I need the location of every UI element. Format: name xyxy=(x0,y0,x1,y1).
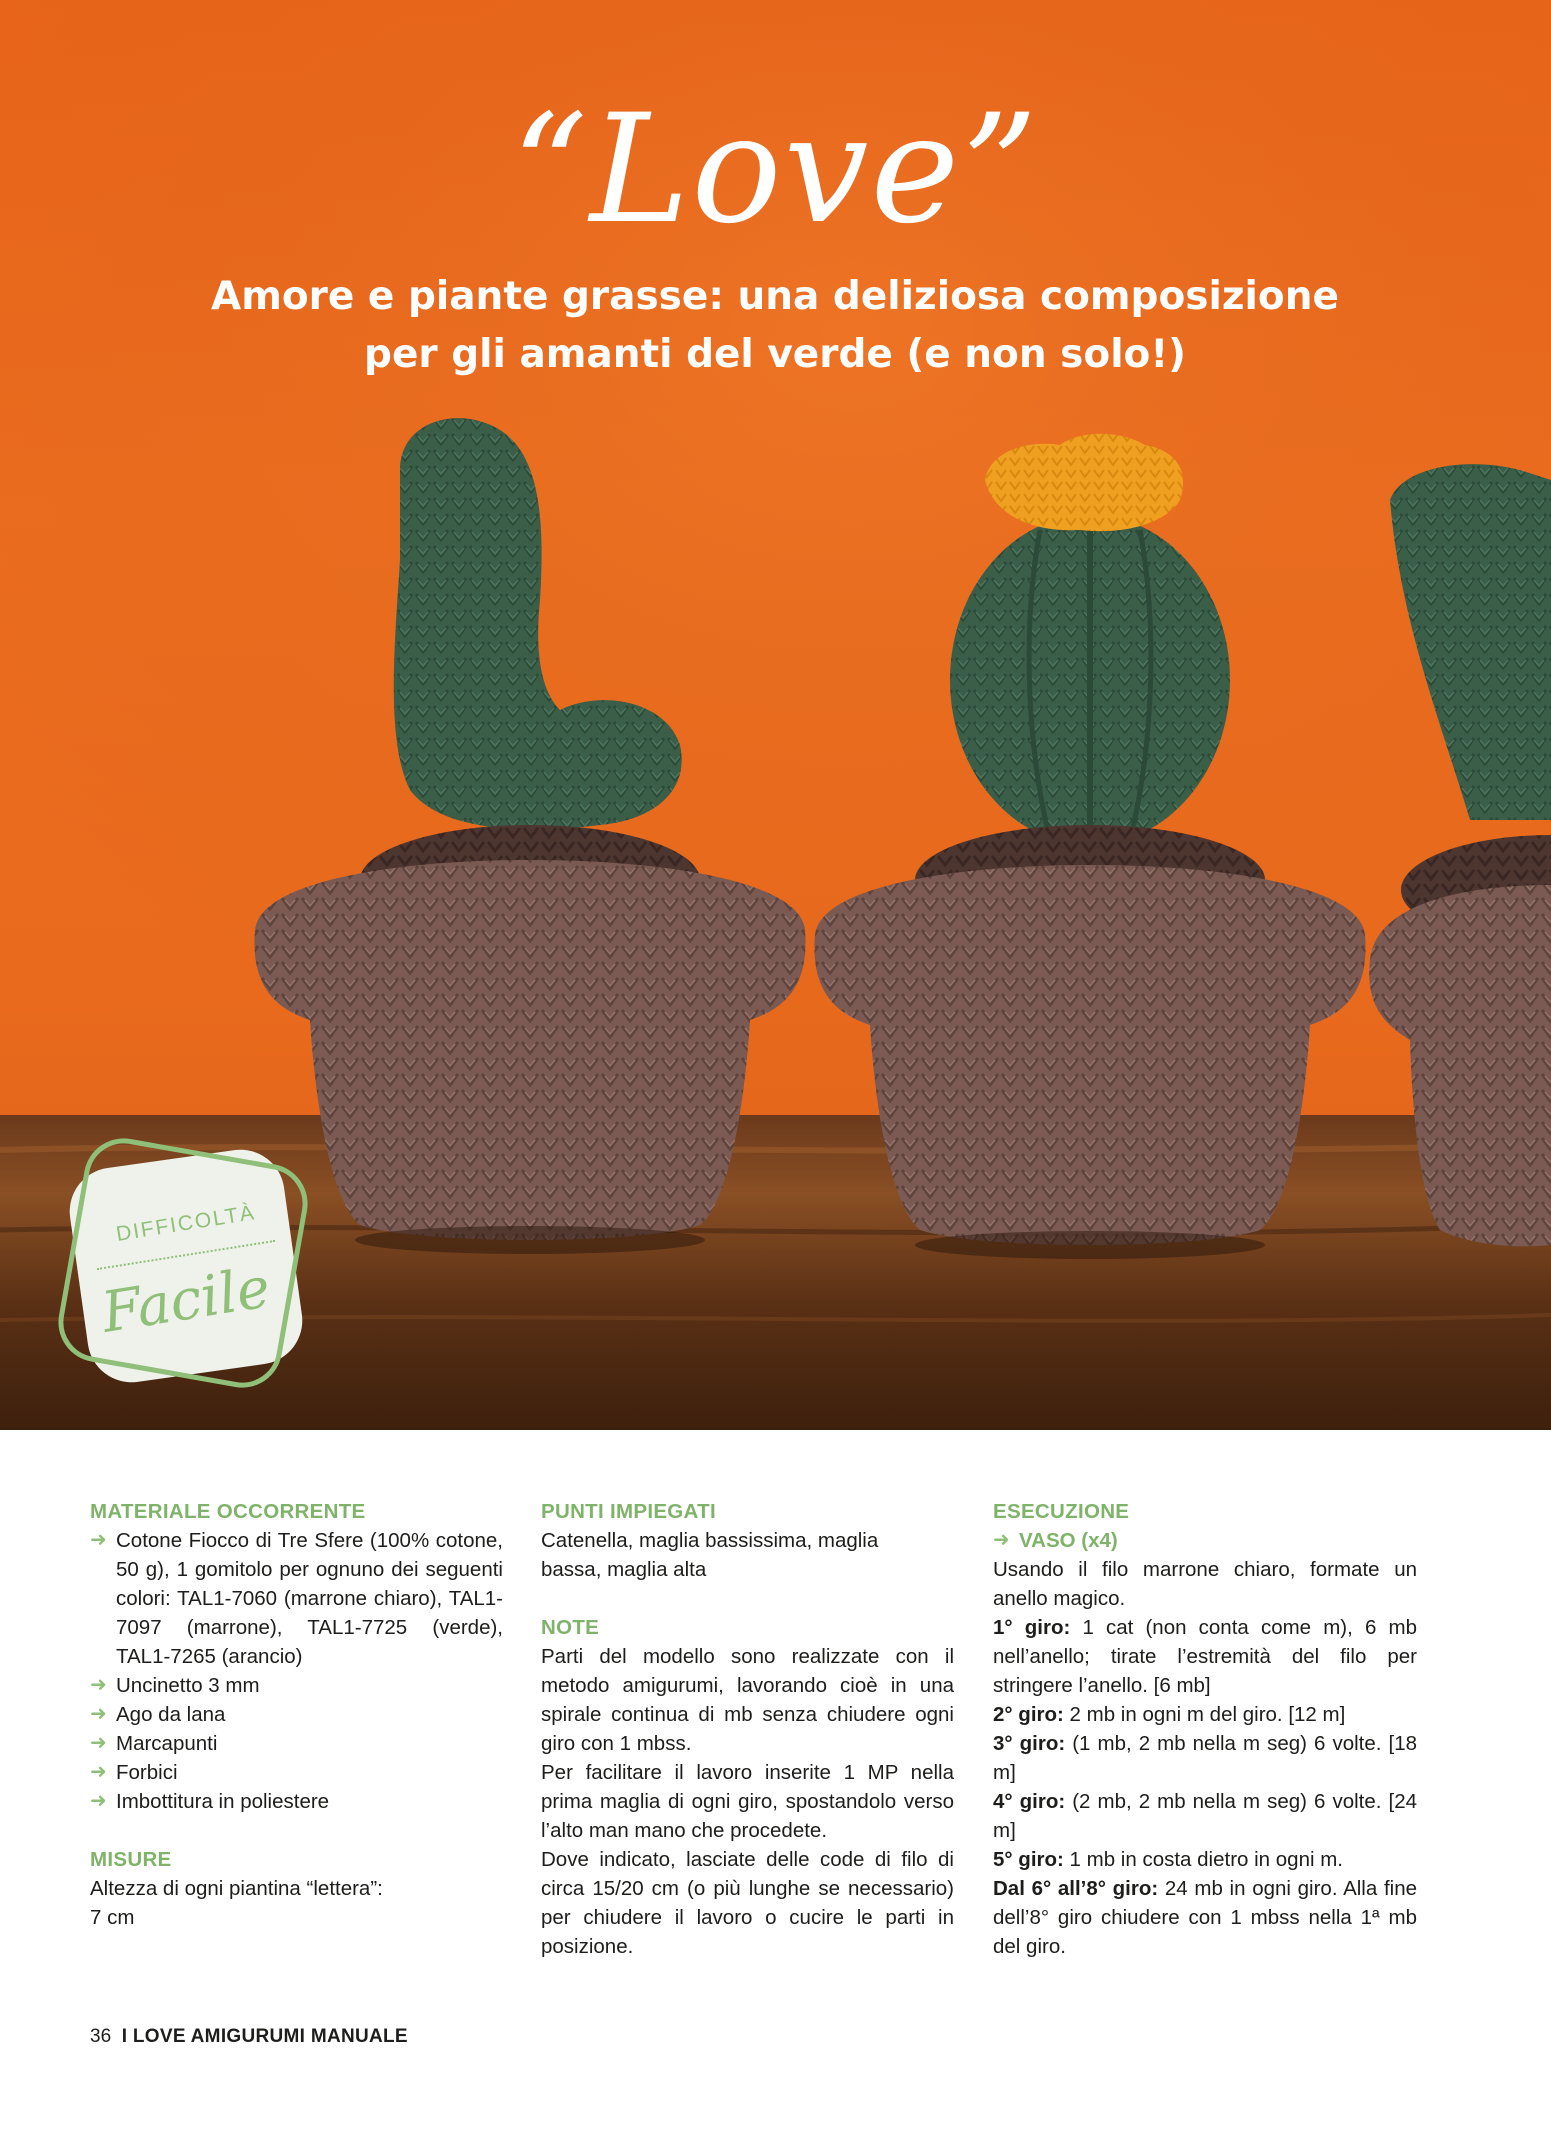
stitches-text: Catenella, maglia bassissima, maglia bassa, maglia alta xyxy=(541,1529,879,1581)
arrow-right-icon: ➜ xyxy=(90,1529,107,1551)
execution-intro: Usando il filo marrone chiaro, formate un anello magico. xyxy=(993,1558,1417,1610)
measures-heading: MISURE xyxy=(90,1848,172,1871)
article-subtitle xyxy=(150,268,1400,384)
difficulty-value: Facile xyxy=(97,1255,275,1346)
section-heading-vaso: ➜ VASO (x4) xyxy=(993,1526,1417,1555)
notes-paragraph: Parti del modello sono realizzate con il metodo amigurumi, lavorando cioè in una spirale continua di mb senza chiudere ogni giro con 1 mbss. xyxy=(541,1645,954,1755)
notes-heading: NOTE xyxy=(541,1616,600,1639)
materials-heading: MATERIALE OCCORRENTE xyxy=(90,1500,366,1523)
list-item: ➜ Ago da lana xyxy=(90,1700,503,1729)
materials-list xyxy=(90,1526,503,1816)
list-item: ➜ Uncinetto 3 mm xyxy=(90,1671,503,1700)
list-item: ➜ Cotone Fiocco di Tre Sfere (100% cotone, 50 g), 1 gomitolo per ognuno dei seguenti colori: TAL1-7060 (marrone chiaro), TAL1-7097 (marrone), TAL1-7725 (verde), TAL1-7265 (arancio) xyxy=(90,1526,503,1671)
page-number: 36 xyxy=(90,2026,112,2047)
article-subtitle-line-2: per gli amanti del verde (e non solo!) xyxy=(364,332,1186,377)
round-instruction: 5° giro: 1 mb in costa dietro in ogni m. xyxy=(993,1848,1344,1871)
round-instruction: 3° giro: (1 mb, 2 mb nella m seg) 6 volte. [18 m] xyxy=(993,1732,1417,1784)
page-footer xyxy=(90,2025,408,2049)
arrow-right-icon: ➜ xyxy=(90,1790,107,1812)
notes-paragraph: Per facilitare il lavoro inserite 1 MP nella prima maglia di ogni giro, spostandolo verso l’alto man mano che procedete. xyxy=(541,1761,954,1842)
execution-column xyxy=(993,1497,1417,1961)
article-body xyxy=(90,1497,1417,2017)
arrow-right-icon: ➜ xyxy=(90,1703,107,1725)
article-title: “Love” xyxy=(511,83,1040,257)
round-instruction: Dal 6° all’8° giro: 24 mb in ogni giro. Alla fine dell’8° giro chiudere con 1 mbss nella 1ª mb del giro. xyxy=(993,1877,1417,1958)
execution-heading: ESECUZIONE xyxy=(993,1500,1130,1523)
round-instruction: 2° giro: 2 mb in ogni m del giro. [12 m] xyxy=(993,1703,1346,1726)
list-item: ➜ Marcapunti xyxy=(90,1729,503,1758)
stitches-heading: PUNTI IMPIEGATI xyxy=(541,1500,716,1523)
round-instruction: 1° giro: 1 cat (non conta come m), 6 mb nell’anello; tirate l’estremità del filo per stringere l’anello. [6 mb] xyxy=(993,1616,1417,1697)
difficulty-badge xyxy=(70,1150,302,1382)
difficulty-label: DIFFICOLTÀ xyxy=(114,1201,258,1246)
article-subtitle-line-1: Amore e piante grasse: una deliziosa composizione xyxy=(211,274,1339,319)
notes-paragraph: Dove indicato, lasciate delle code di filo di circa 15/20 cm (o più lunghe se necessario) per chiudere il lavoro o cucire le parti in posizione. xyxy=(541,1848,954,1958)
arrow-right-icon: ➜ xyxy=(90,1761,107,1783)
list-item: ➜ Forbici xyxy=(90,1758,503,1787)
arrow-right-icon: ➜ xyxy=(90,1732,107,1754)
arrow-right-icon: ➜ xyxy=(993,1529,1010,1551)
materials-column xyxy=(90,1497,503,1932)
stitches-notes-column xyxy=(541,1497,954,1961)
measures-value: 7 cm xyxy=(90,1906,135,1929)
measures-text: Altezza di ogni piantina “lettera”: xyxy=(90,1877,383,1900)
list-item: ➜ Imbottitura in poliestere xyxy=(90,1787,503,1816)
arrow-right-icon: ➜ xyxy=(90,1674,107,1696)
publication-name: I LOVE AMIGURUMI MANUALE xyxy=(121,2026,408,2047)
round-instruction: 4° giro: (2 mb, 2 mb nella m seg) 6 volte. [24 m] xyxy=(993,1790,1417,1842)
